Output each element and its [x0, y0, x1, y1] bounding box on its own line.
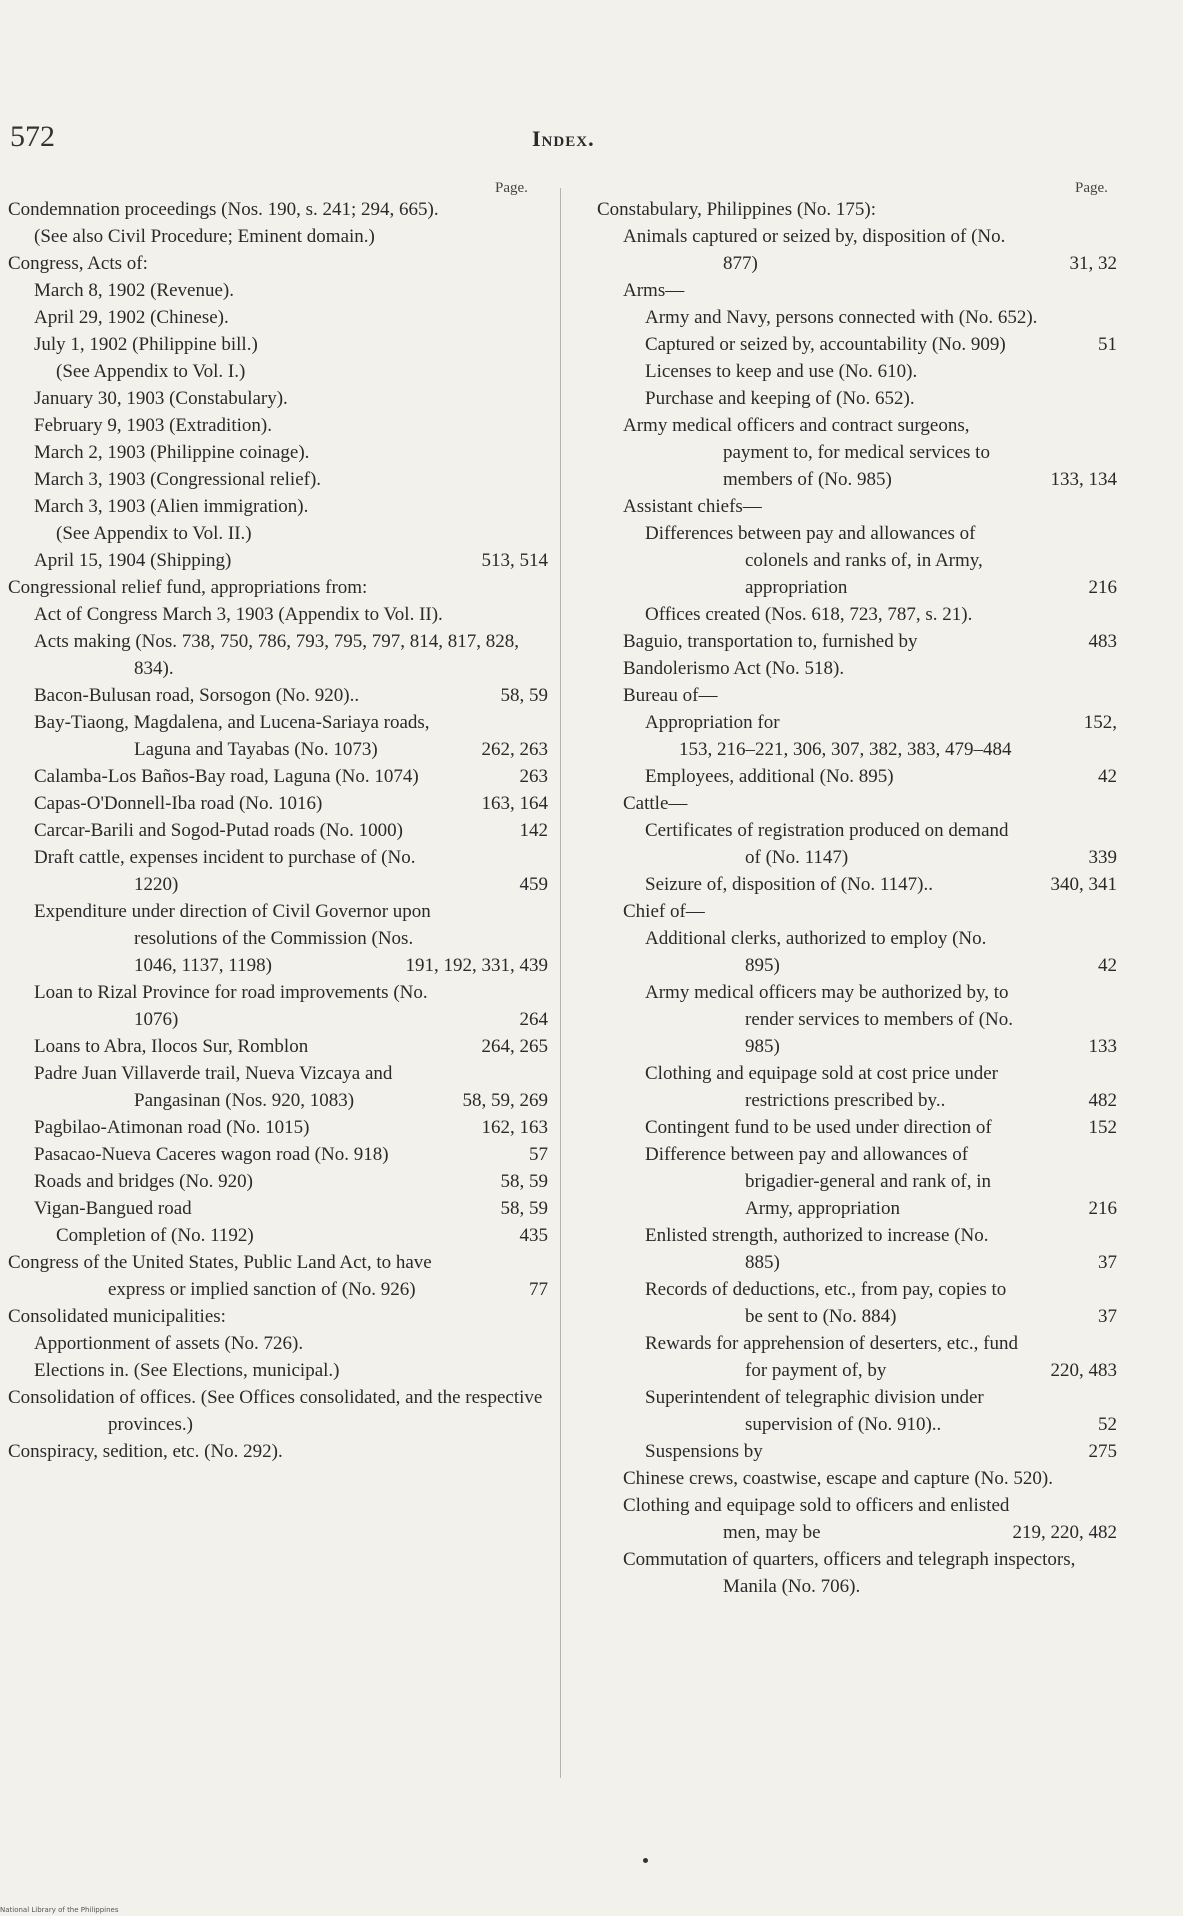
index-entry	[597, 1114, 1117, 1141]
index-entry-text: Army medical officers and contract surgeons, payment to, for medical services to members of (No. 985)	[623, 415, 990, 490]
index-entry-text: Suspensions by	[645, 1441, 763, 1462]
index-entry-page: 133	[1088, 1036, 1117, 1057]
index-entry-page: 162, 163	[481, 1117, 548, 1138]
index-entry-text: March 3, 1903 (Congressional relief).	[34, 469, 322, 490]
index-entry	[8, 1114, 548, 1141]
index-entry-text: Rewards for apprehension of deserters, etc., fund for payment of, by	[645, 1333, 1019, 1381]
index-entry	[8, 439, 548, 466]
index-entry	[597, 655, 1117, 682]
index-entry-page: 513, 514	[481, 550, 548, 571]
index-entry	[8, 979, 548, 1033]
index-entry	[597, 1492, 1117, 1546]
index-entry	[8, 1222, 548, 1249]
index-entry-text: April 29, 1902 (Chinese).	[34, 307, 229, 328]
index-entry	[8, 547, 548, 574]
index-entry-page: 152,	[1083, 712, 1117, 733]
index-entry	[8, 601, 548, 628]
index-entry	[8, 1357, 548, 1384]
index-entry-text: Congressional relief fund, appropriations from:	[8, 577, 368, 598]
index-entry-page: 220, 483	[1050, 1360, 1117, 1381]
index-entry	[8, 844, 548, 898]
index-entry-page: 77	[529, 1279, 548, 1300]
index-entry-text: Draft cattle, expenses incident to purchase of (No. 1220)	[34, 847, 416, 895]
index-entry-text: Additional clerks, authorized to employ (No. 895)	[645, 928, 987, 976]
index-entry-page: 275	[1088, 1441, 1117, 1462]
index-entry-text: Capas-O'Donnell-Iba road (No. 1016)	[34, 793, 323, 814]
index-entry-page: 191, 192, 331, 439	[405, 955, 548, 976]
index-entry-text: Padre Juan Villaverde trail, Nueva Vizcaya and Pangasinan (Nos. 920, 1083)	[34, 1063, 393, 1111]
index-entry-page: 57	[529, 1144, 548, 1165]
index-entry	[597, 1438, 1117, 1465]
index-entry-text: Chinese crews, coastwise, escape and capture (No. 520).	[623, 1468, 1053, 1489]
index-entry	[597, 736, 1117, 763]
index-entry	[597, 925, 1117, 979]
index-entry-text: Differences between pay and allowances of colonels and ranks of, in Army, appropriation	[645, 523, 983, 598]
index-entry-page: 152	[1088, 1117, 1117, 1138]
index-entry-text: Acts making (Nos. 738, 750, 786, 793, 795, 797, 814, 817, 828, 834).	[34, 631, 520, 679]
index-entry-page: 339	[1088, 847, 1117, 868]
index-entry	[597, 277, 1117, 304]
index-entry	[8, 1384, 548, 1438]
index-entry-text: Chief of—	[623, 901, 705, 922]
index-entry-text: Bandolerismo Act (No. 518).	[623, 658, 845, 679]
index-entry-page: 142	[519, 820, 548, 841]
index-entry	[597, 1060, 1117, 1114]
index-entry-text: Loan to Rizal Province for road improvements (No. 1076)	[34, 982, 428, 1030]
index-entry-page: 219, 220, 482	[1012, 1522, 1117, 1543]
index-entry-text: March 8, 1902 (Revenue).	[34, 280, 234, 301]
index-entry-text: 153, 216–221, 306, 307, 382, 383, 479–484	[679, 739, 1012, 760]
index-entry-text: Baguio, transportation to, furnished by	[623, 631, 918, 652]
index-entry-text: Army medical officers may be authorized by, to render services to members of (No. 985)	[645, 982, 1014, 1057]
index-entry-page: 42	[1098, 955, 1117, 976]
index-entry-text: Consolidated municipalities:	[8, 1306, 226, 1327]
index-entry	[597, 331, 1117, 358]
index-entry	[597, 790, 1117, 817]
index-entry	[8, 628, 548, 682]
index-entry-text: Completion of (No. 1192)	[56, 1225, 254, 1246]
index-entry-page: 58, 59, 269	[462, 1090, 548, 1111]
index-entry	[8, 1060, 548, 1114]
index-entry-page: 37	[1098, 1252, 1117, 1273]
index-entry-text: (See Appendix to Vol. II.)	[56, 523, 252, 544]
index-entry	[597, 898, 1117, 925]
index-entry-text: March 3, 1903 (Alien immigration).	[34, 496, 309, 517]
index-entry-page: 264, 265	[481, 1036, 548, 1057]
index-entry-text: Roads and bridges (No. 920)	[34, 1171, 253, 1192]
index-entry	[8, 790, 548, 817]
index-entry-page: 263	[519, 766, 548, 787]
index-entry-text: April 15, 1904 (Shipping)	[34, 550, 232, 571]
index-entry-text: Employees, additional (No. 895)	[645, 766, 894, 787]
index-entry	[597, 223, 1117, 277]
index-entry	[8, 493, 548, 520]
index-entry-text: Enlisted strength, authorized to increase (No. 885)	[645, 1225, 989, 1273]
index-entry	[8, 1168, 548, 1195]
index-entry-text: July 1, 1902 (Philippine bill.)	[34, 334, 258, 355]
index-entry	[597, 682, 1117, 709]
index-entry-page: 264	[519, 1009, 548, 1030]
index-entry	[8, 277, 548, 304]
running-title: Index.	[532, 126, 595, 151]
index-entry-page: 483	[1088, 631, 1117, 652]
index-entry	[8, 1033, 548, 1060]
index-entry-text: Cattle—	[623, 793, 688, 814]
index-entry	[597, 709, 1117, 736]
index-entry-page: 216	[1088, 1198, 1117, 1219]
index-entry-page: 163, 164	[481, 793, 548, 814]
index-entry-text: Arms—	[623, 280, 685, 301]
index-entry	[597, 1546, 1117, 1600]
index-entry	[8, 520, 548, 547]
index-entry	[8, 1141, 548, 1168]
left-entries	[8, 196, 548, 1465]
index-entry-text: Records of deductions, etc., from pay, copies to be sent to (No. 884)	[645, 1279, 1007, 1327]
footer-note: National Library of the Philippines	[0, 1906, 119, 1914]
index-entry-text: Act of Congress March 3, 1903 (Appendix to Vol. II).	[34, 604, 443, 625]
right-entries	[597, 196, 1117, 1600]
index-entry-text: Seizure of, disposition of (No. 1147)..	[645, 874, 933, 895]
index-entry-text: Commutation of quarters, officers and telegraph inspectors, Manila (No. 706).	[623, 1549, 1076, 1597]
index-entry-page: 133, 134	[1050, 469, 1117, 490]
index-entry-text: Consolidation of offices. (See Offices consolidated, and the respective provinces.)	[8, 1387, 543, 1435]
index-entry	[597, 979, 1117, 1060]
index-entry	[597, 520, 1117, 601]
index-entry-text: Expenditure under direction of Civil Governor upon resolutions of the Commission (Nos. 1046, 1137, 1198)	[34, 901, 431, 976]
index-entry-text: March 2, 1903 (Philippine coinage).	[34, 442, 310, 463]
index-entry	[597, 1222, 1117, 1276]
index-entry	[8, 682, 548, 709]
index-entry-text: Certificates of registration produced on demand of (No. 1147)	[645, 820, 1009, 868]
index-entry-text: Difference between pay and allowances of brigadier-general and rank of, in Army, appropriation	[645, 1144, 991, 1219]
index-entry	[597, 358, 1117, 385]
index-entry	[8, 1195, 548, 1222]
index-entry	[8, 1438, 548, 1465]
index-entry-page: 340, 341	[1050, 874, 1117, 895]
index-entry	[597, 196, 1117, 223]
index-entry-page: 42	[1098, 766, 1117, 787]
index-entry-text: Apportionment of assets (No. 726).	[34, 1333, 304, 1354]
index-entry-text: Vigan-Bangued road	[34, 1198, 192, 1219]
index-entry-page: 52	[1098, 1414, 1117, 1435]
index-entry-page: 58, 59	[500, 685, 548, 706]
index-entry	[8, 709, 548, 763]
index-entry-page: 58, 59	[500, 1171, 548, 1192]
index-entry	[8, 331, 548, 358]
index-entry-text: Loans to Abra, Ilocos Sur, Romblon	[34, 1036, 309, 1057]
index-entry	[597, 412, 1117, 493]
index-entry	[8, 763, 548, 790]
index-entry	[8, 574, 548, 601]
index-entry	[8, 358, 548, 385]
index-entry-text: Bureau of—	[623, 685, 718, 706]
index-entry-text: Constabulary, Philippines (No. 175):	[597, 199, 876, 220]
index-entry-text: (See Appendix to Vol. I.)	[56, 361, 246, 382]
index-entry	[8, 1303, 548, 1330]
index-entry-text: Contingent fund to be used under direction of	[645, 1117, 992, 1138]
ink-speck	[643, 1858, 648, 1863]
index-entry-text: Condemnation proceedings (Nos. 190, s. 241; 294, 665).	[8, 199, 439, 220]
index-entry-text: Appropriation for	[645, 712, 780, 733]
index-entry-text: Pasacao-Nueva Caceres wagon road (No. 918)	[34, 1144, 389, 1165]
page-column-label: Page.	[1075, 180, 1108, 196]
index-entry-page: 58, 59	[500, 1198, 548, 1219]
index-entry	[597, 385, 1117, 412]
index-entry-text: (See also Civil Procedure; Eminent domain.)	[34, 226, 375, 247]
index-entry	[8, 304, 548, 331]
index-entry	[597, 763, 1117, 790]
index-entry-text: Clothing and equipage sold at cost price under restrictions prescribed by..	[645, 1063, 998, 1111]
index-entry-page: 435	[519, 1225, 548, 1246]
index-entry	[8, 1249, 548, 1303]
index-entry	[8, 250, 548, 277]
page-number: 572	[10, 120, 55, 153]
index-entry	[597, 493, 1117, 520]
index-entry-text: Offices created (Nos. 618, 723, 787, s. 21).	[645, 604, 973, 625]
column-divider	[560, 188, 561, 1778]
index-entry	[8, 817, 548, 844]
index-entry-page: 459	[519, 874, 548, 895]
index-entry-text: Clothing and equipage sold to officers and enlisted men, may be	[623, 1495, 1010, 1543]
page-header	[0, 120, 1183, 160]
index-entry-page: 482	[1088, 1090, 1117, 1111]
index-entry-text: Licenses to keep and use (No. 610).	[645, 361, 918, 382]
index-entry	[597, 1384, 1117, 1438]
index-entry	[597, 1330, 1117, 1384]
index-entry	[597, 304, 1117, 331]
index-entry-text: Captured or seized by, accountability (No. 909)	[645, 334, 1006, 355]
index-entry-text: January 30, 1903 (Constabulary).	[34, 388, 288, 409]
index-entry-text: Bacon-Bulusan road, Sorsogon (No. 920)..	[34, 685, 360, 706]
index-entry-text: Carcar-Barili and Sogod-Putad roads (No. 1000)	[34, 820, 403, 841]
index-entry-page: 51	[1098, 334, 1117, 355]
index-entry	[8, 412, 548, 439]
index-entry	[597, 1465, 1117, 1492]
index-entry	[597, 871, 1117, 898]
index-entry-page: 37	[1098, 1306, 1117, 1327]
index-entry-text: Congress, Acts of:	[8, 253, 148, 274]
index-entry-text: February 9, 1903 (Extradition).	[34, 415, 272, 436]
index-entry	[8, 1330, 548, 1357]
index-entry-text: Congress of the United States, Public Land Act, to have express or implied sanction of (No. 926)	[8, 1252, 432, 1300]
index-entry-text: Conspiracy, sedition, etc. (No. 292).	[8, 1441, 283, 1462]
index-entry-text: Pagbilao-Atimonan road (No. 1015)	[34, 1117, 310, 1138]
index-entry-text: Army and Navy, persons connected with (No. 652).	[645, 307, 1038, 328]
index-entry-page: 262, 263	[481, 739, 548, 760]
index-entry-text: Assistant chiefs—	[623, 496, 762, 517]
index-entry-text: Calamba-Los Baños-Bay road, Laguna (No. 1074)	[34, 766, 419, 787]
page-column-label: Page.	[495, 180, 528, 196]
index-entry	[8, 898, 548, 979]
index-entry-page: 31, 32	[1069, 253, 1117, 274]
index-entry	[597, 601, 1117, 628]
index-entry	[597, 628, 1117, 655]
index-entry-text: Animals captured or seized by, disposition of (No. 877)	[623, 226, 1006, 274]
index-entry	[597, 817, 1117, 871]
index-entry	[8, 196, 548, 223]
index-entry-text: Elections in. (See Elections, municipal.)	[34, 1360, 340, 1381]
index-entry-page: 216	[1088, 577, 1117, 598]
index-entry	[597, 1276, 1117, 1330]
index-entry-text: Bay-Tiaong, Magdalena, and Lucena-Sariaya roads, Laguna and Tayabas (No. 1073)	[34, 712, 430, 760]
index-entry	[8, 466, 548, 493]
index-entry	[8, 385, 548, 412]
index-entry-text: Superintendent of telegraphic division under supervision of (No. 910)..	[645, 1387, 984, 1435]
index-entry-text: Purchase and keeping of (No. 652).	[645, 388, 915, 409]
index-entry	[597, 1141, 1117, 1222]
index-entry	[8, 223, 548, 250]
